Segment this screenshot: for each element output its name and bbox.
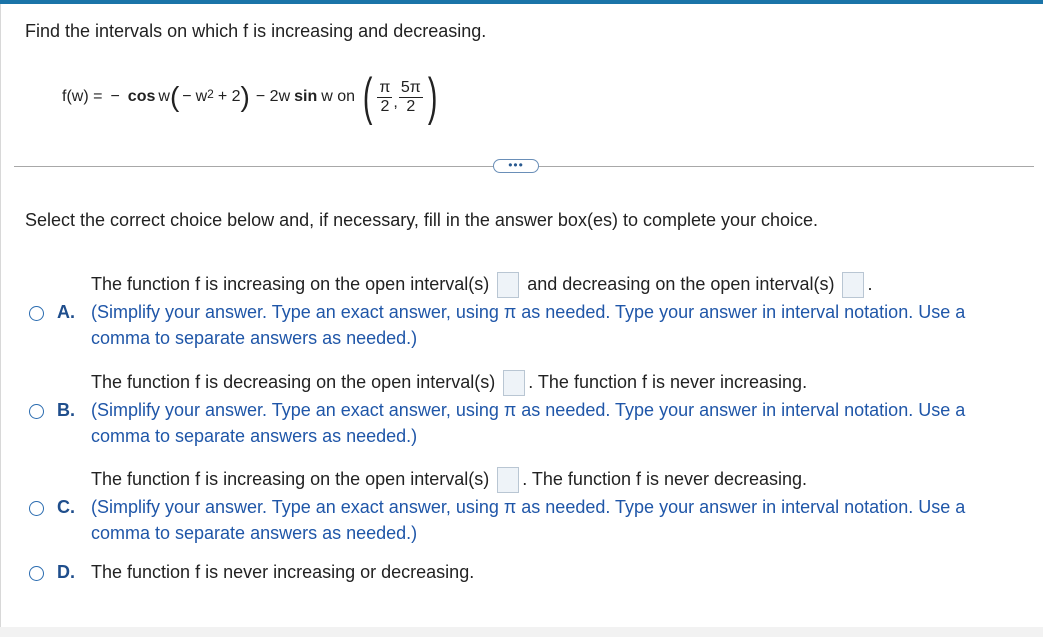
choice-c-text1: The function f is increasing on the open interval(s) bbox=[91, 468, 490, 489]
choice-b-text2: . The function f is never increasing. bbox=[528, 371, 808, 392]
fraction-denominator: 2 bbox=[406, 97, 416, 115]
minus-2w: − 2w bbox=[255, 88, 291, 105]
choice-b-hint1: (Simplify your answer. Type an exact answer, using π as needed. Type your answer in interval notation. Use a bbox=[91, 400, 966, 420]
radio-choice-d[interactable] bbox=[29, 566, 44, 581]
choice-d-letter: D. bbox=[57, 562, 75, 582]
interval-close-paren: ) bbox=[427, 68, 438, 126]
choice-c-hint1: (Simplify your answer. Type an exact answer, using π as needed. Type your answer in interval notation. Use a bbox=[91, 497, 966, 517]
choice-a-line1 bbox=[91, 272, 872, 298]
choice-a-hint2: comma to separate answers as needed.) bbox=[91, 328, 418, 348]
choice-a-period: . bbox=[867, 273, 873, 294]
fraction-denominator: 2 bbox=[380, 97, 390, 115]
choice-c-letter: C. bbox=[57, 497, 75, 517]
answer-box-increasing-only[interactable] bbox=[497, 467, 519, 493]
function-expression bbox=[62, 62, 441, 132]
sin-term: sin bbox=[294, 88, 318, 105]
w-on: w on bbox=[321, 88, 356, 105]
paren-close: ) bbox=[240, 81, 250, 112]
fraction-numerator: 5π bbox=[400, 78, 421, 96]
fraction-pi-over-2 bbox=[377, 79, 392, 116]
answer-box-increasing[interactable] bbox=[497, 272, 519, 298]
choice-a-hint1: (Simplify your answer. Type an exact answer, using π as needed. Type your answer in interval notation. Use a bbox=[91, 302, 966, 322]
minus-sign: − bbox=[110, 88, 120, 105]
choice-b-hint2: comma to separate answers as needed.) bbox=[91, 426, 418, 446]
radio-choice-c[interactable] bbox=[29, 501, 44, 516]
fraction-5pi-over-2 bbox=[399, 79, 423, 116]
choice-c-line1 bbox=[91, 467, 807, 493]
fraction-numerator: π bbox=[379, 78, 391, 96]
choice-c-hint2: comma to separate answers as needed.) bbox=[91, 523, 418, 543]
choice-a-text1: The function f is increasing on the open interval(s) bbox=[91, 273, 490, 294]
choice-b-text1: The function f is decreasing on the open interval(s) bbox=[91, 371, 496, 392]
more-options-button[interactable]: ••• bbox=[493, 159, 539, 173]
instruction-text: Select the correct choice below and, if necessary, fill in the answer box(es) to complete your choice. bbox=[25, 210, 819, 230]
top-accent-bar bbox=[0, 0, 1043, 4]
left-border bbox=[0, 4, 1, 637]
cos-argument: w bbox=[158, 88, 170, 105]
question-title: Find the intervals on which f is increasing and decreasing. bbox=[25, 21, 487, 41]
cos-term: cos bbox=[127, 88, 156, 105]
w-squared-base: w bbox=[195, 88, 208, 105]
choice-d-text: The function f is never increasing or decreasing. bbox=[91, 562, 475, 582]
plus-two: + 2 bbox=[217, 88, 241, 105]
answer-box-decreasing-only[interactable] bbox=[503, 370, 525, 396]
interval-comma: , bbox=[393, 94, 398, 111]
choice-a-text2: and decreasing on the open interval(s) bbox=[527, 273, 835, 294]
radio-choice-a[interactable] bbox=[29, 306, 44, 321]
interval-open-paren: ( bbox=[362, 68, 373, 126]
minus-sign-2: − bbox=[182, 88, 192, 105]
answer-box-decreasing[interactable] bbox=[842, 272, 864, 298]
exponent: 2 bbox=[207, 87, 214, 101]
bottom-strip bbox=[0, 627, 1043, 637]
paren-open: ( bbox=[169, 81, 180, 112]
radio-choice-b[interactable] bbox=[29, 404, 44, 419]
choice-a-letter: A. bbox=[57, 302, 75, 322]
choice-b-letter: B. bbox=[57, 400, 75, 420]
choice-b-line1 bbox=[91, 370, 807, 396]
choice-c-text2: . The function f is never decreasing. bbox=[522, 468, 808, 489]
function-lhs: f(w) = bbox=[62, 88, 103, 105]
